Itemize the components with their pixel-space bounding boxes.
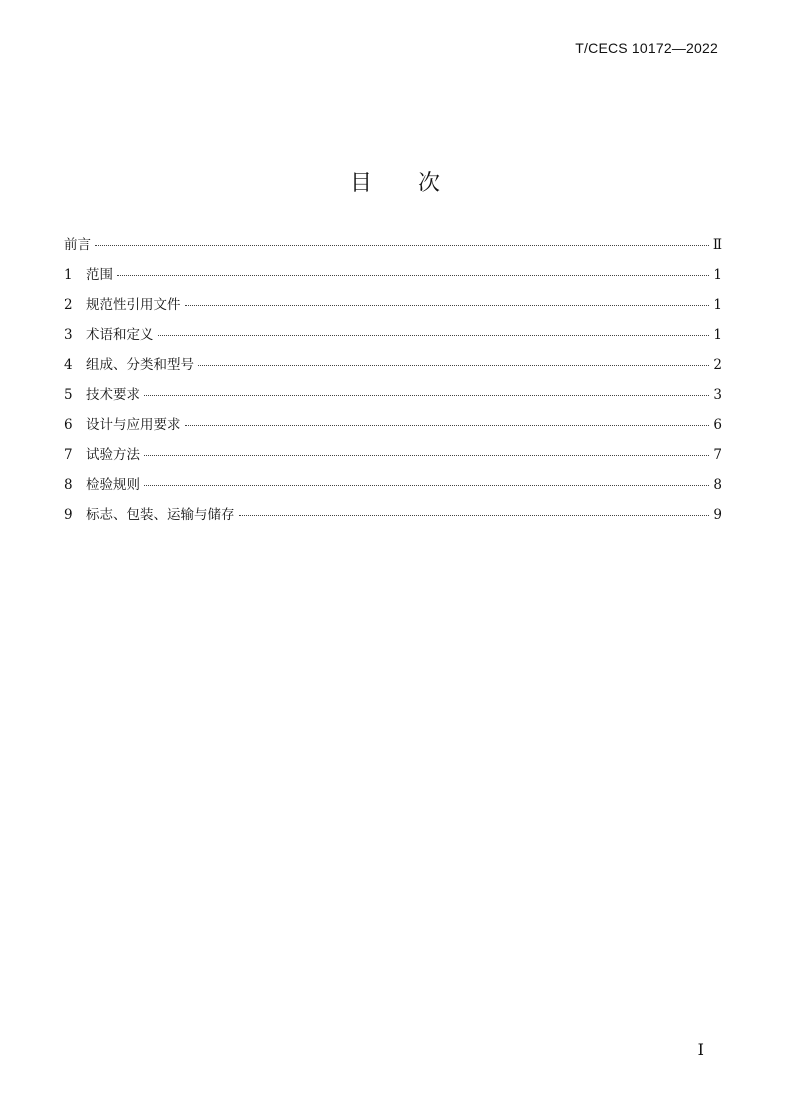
toc-entry-5[interactable] [64,383,722,413]
page-title [0,166,790,197]
title-char-2: 次 [418,171,441,196]
toc-number: 1 [64,267,73,283]
toc-number: 5 [64,387,73,403]
toc-leader-dots [144,455,709,456]
toc-page: 1 [713,297,722,313]
toc-leader-dots [239,515,710,516]
toc-leader-dots [95,245,709,246]
toc-entry-6[interactable] [64,413,722,443]
toc-entry-9[interactable] [64,503,722,533]
toc-label: 检验规则 [86,477,140,493]
toc-number: 4 [64,357,73,373]
toc-leader-dots [185,305,710,306]
toc-entry-foreword[interactable] [64,233,722,263]
title-char-1: 目 [349,171,372,196]
toc-entry-4[interactable] [64,353,722,383]
toc-label: 设计与应用要求 [86,417,181,433]
toc-page: 9 [713,507,722,523]
toc-number: 8 [64,477,73,493]
toc-number: 9 [64,507,73,523]
toc-label: 组成、分类和型号 [86,357,194,373]
toc-label: 规范性引用文件 [86,297,181,313]
toc-entry-7[interactable] [64,443,722,473]
toc-entry-3[interactable] [64,323,722,353]
toc-entry-8[interactable] [64,473,722,503]
toc-label: 试验方法 [86,447,140,463]
toc-entry-1[interactable] [64,263,722,293]
toc-number: 7 [64,447,73,463]
toc-page: 7 [713,447,722,463]
toc-entry-2[interactable] [64,293,722,323]
toc-page: 1 [713,267,722,283]
toc-number: 2 [64,297,73,313]
toc-leader-dots [117,275,709,276]
toc-page: 3 [713,387,722,403]
toc-number: 3 [64,327,73,343]
toc-number: 6 [64,417,73,433]
standard-number: T/CECS 10172—2022 [575,40,718,56]
toc-page: 6 [713,417,722,433]
toc-page: 2 [713,357,722,373]
toc-label: 前言 [64,237,91,253]
toc-leader-dots [185,425,710,426]
toc-leader-dots [144,395,709,396]
toc-label: 术语和定义 [86,327,154,343]
toc-label: 范围 [86,267,113,283]
toc-page: 8 [713,477,722,493]
page-number: I [697,1040,704,1059]
table-of-contents [64,233,722,533]
toc-label: 技术要求 [86,387,140,403]
toc-page: 1 [713,327,722,343]
toc-leader-dots [198,365,709,366]
toc-page: Ⅱ [712,237,722,253]
toc-leader-dots [158,335,710,336]
toc-leader-dots [144,485,709,486]
toc-label: 标志、包装、运输与储存 [86,507,235,523]
